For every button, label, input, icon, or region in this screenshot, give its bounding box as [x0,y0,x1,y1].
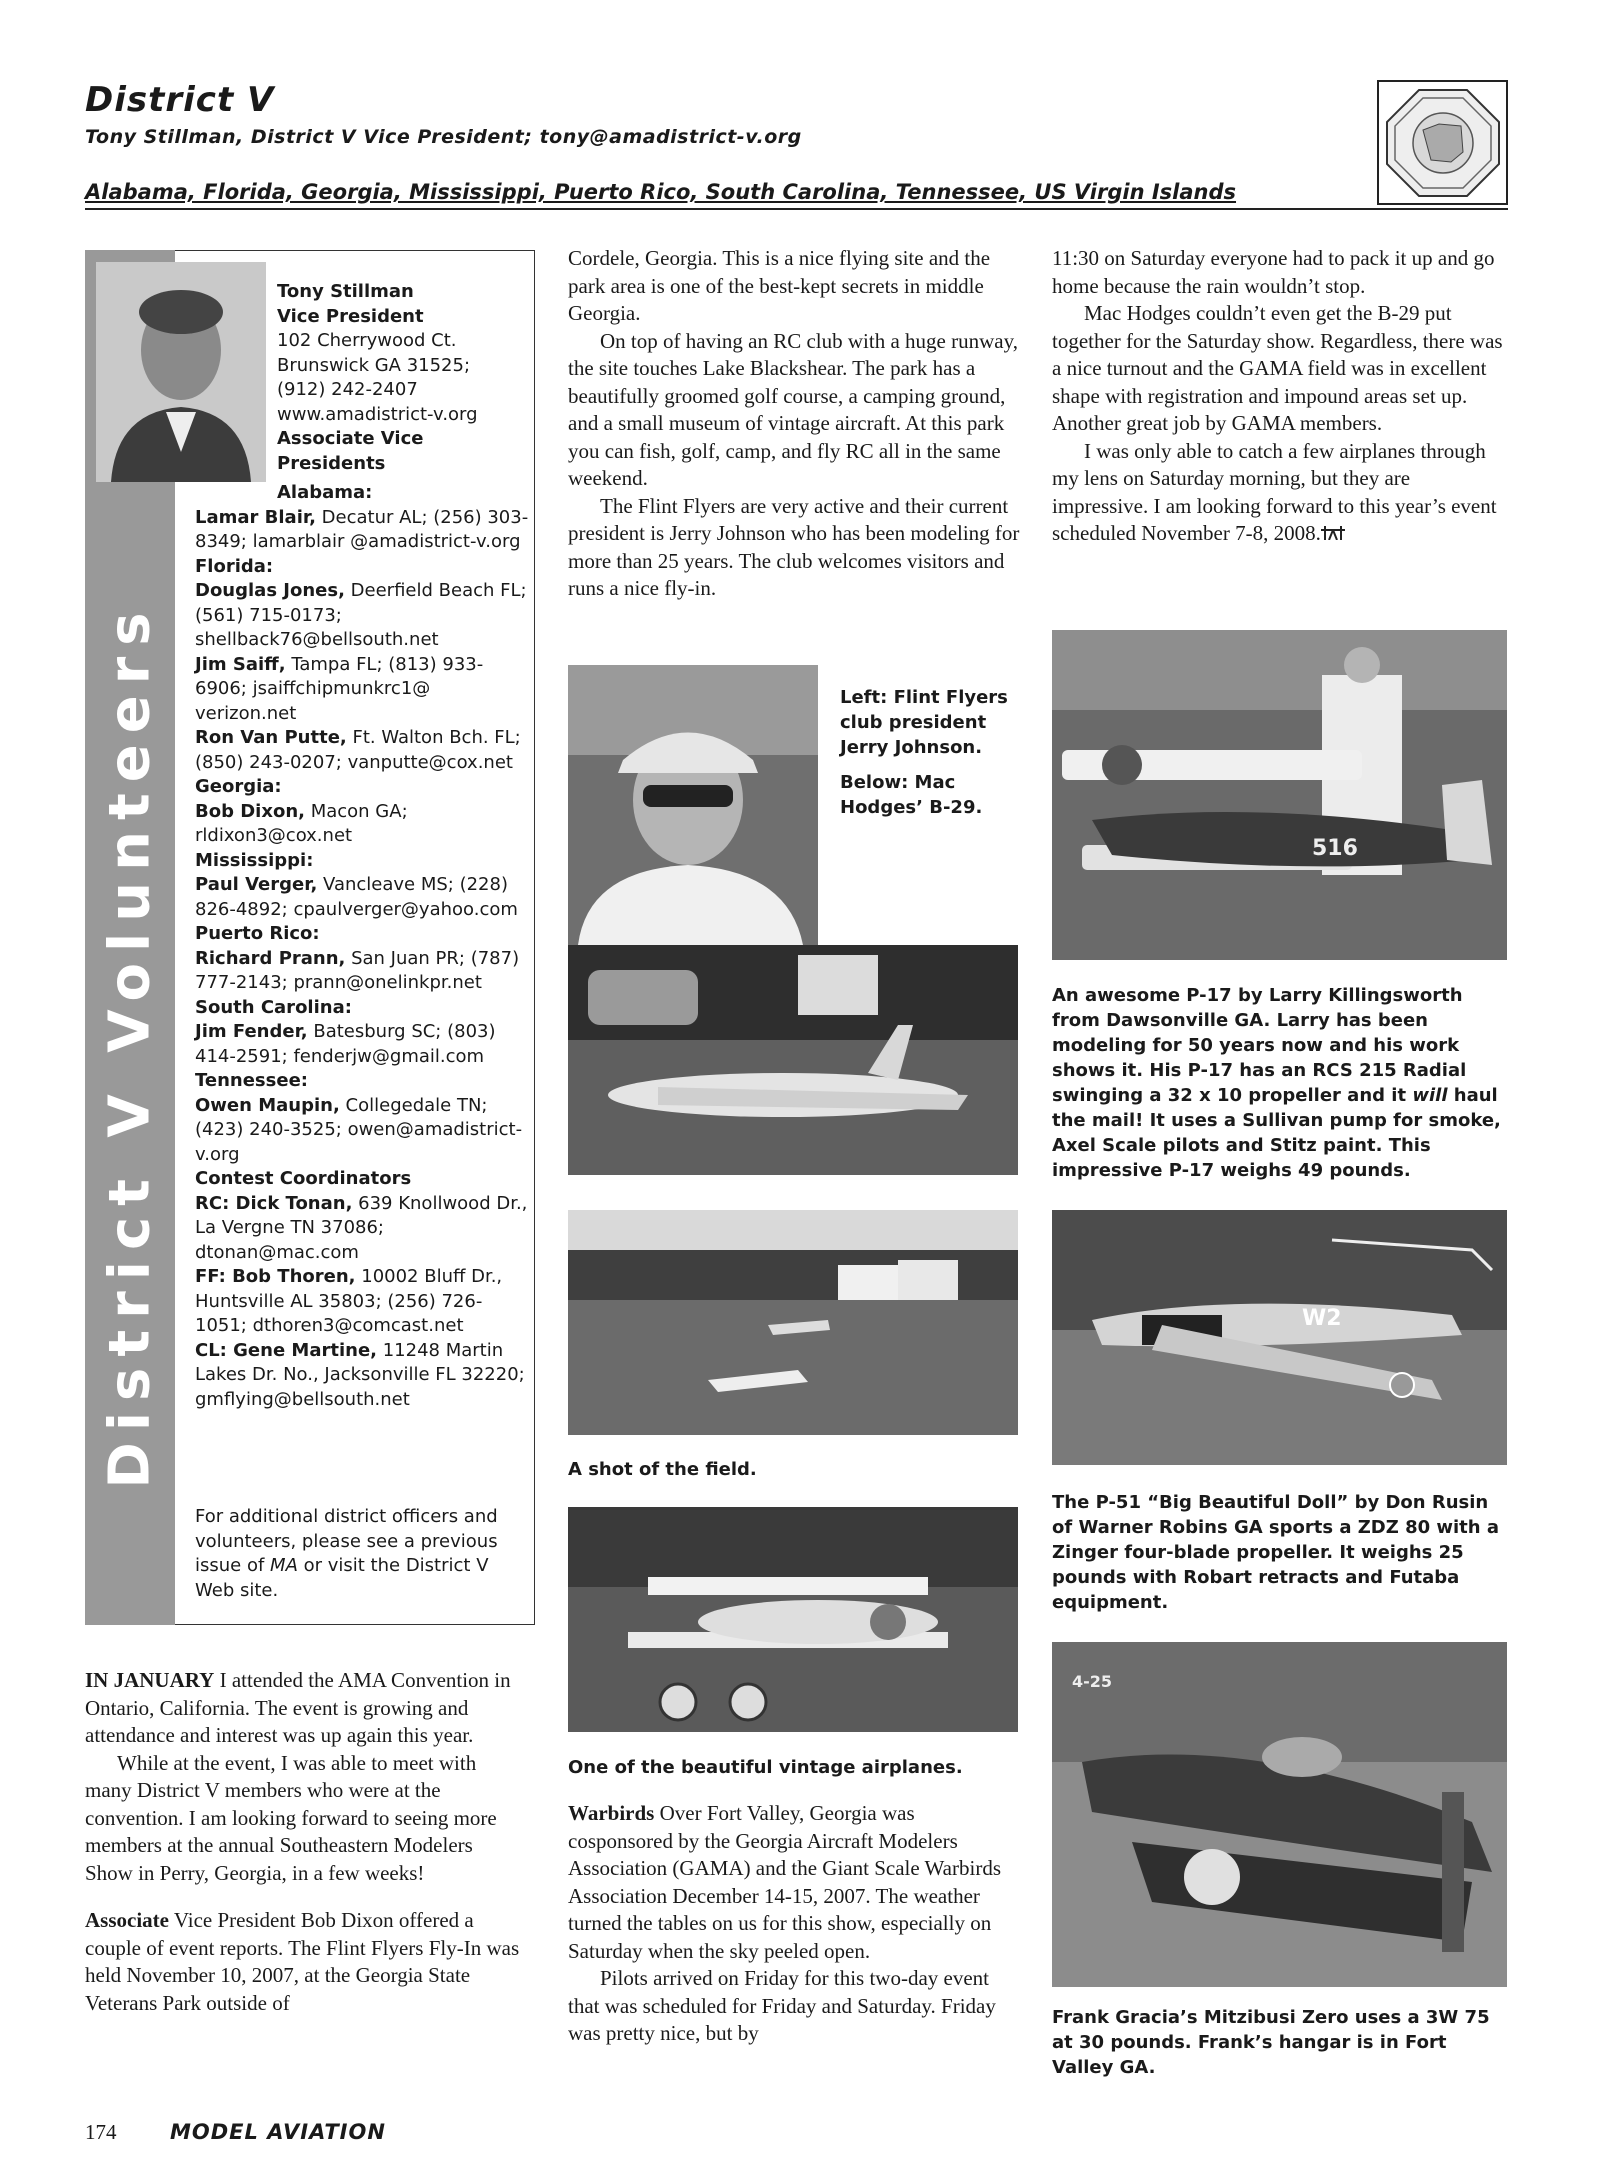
contest-entry: FF: Bob Thoren, 10002 Bluff Dr., Huntsville AL 35803; (256) 726-1051; dthoren3@comcast.net [195,1266,503,1336]
vp-portrait-photo [96,262,266,482]
vp-website[interactable]: www.amadistrict-v.org [277,403,478,425]
volunteer-entry: Douglas Jones, Deerfield Beach FL; (561) 715-0173; shellback76@bellsouth.net [195,580,527,650]
vp-name: Tony Stillman [277,281,414,302]
volunteer-entry: Bob Dixon, Macon GA; rldixon3@cox.net [195,800,408,846]
p51-code: W2 [1302,1306,1342,1331]
paragraph: Cordele, Georgia. This is a nice flying site and the park area is one of the best-kept secrets in middle Georgia. [568,246,991,325]
state-heading: Alabama: [277,482,373,503]
contest-entry: CL: Gene Martine, 11248 Martin Lakes Dr. No., Jacksonville FL 32220; gmflying@bellsouth.net [195,1339,525,1410]
zero-fighter-icon [1052,1642,1507,1987]
photo-zero [1052,1642,1507,1987]
biplane-icon [568,1507,1018,1732]
magazine-name: MODEL AVIATION [170,2120,386,2144]
section-subtitle: Tony Stillman, District V Vice President; tony@amadistrict-v.org [85,126,802,148]
district-v-seal-icon [1379,82,1506,203]
volunteer-entry: Jim Fender, Batesburg SC; (803) 414-2591; fenderjw@gmail.com [195,1021,496,1067]
header-rule [85,208,1508,210]
paragraph: I was only able to catch a few airplanes through my lens on Saturday morning, but they are impressive. I am looking forward to this year’s event scheduled November 7-8, 2008. [1052,438,1497,545]
paragraph: Associate Vice President Bob Dixon offered a couple of event reports. The Flint Flyers Fly-In was held November 10, 2007, at the Georgia State Veterans Park outside of [85,1908,520,2015]
volunteer-entry: Owen Maupin, Collegedale TN; (423) 240-3525; owen@amadistrict-v.org [195,1094,523,1165]
state-heading: South Carolina: [195,996,352,1018]
caption-p17: An awesome P-17 by Larry Killingsworth from Dawsonville GA. Larry has been modeling for 50 years now and his work shows it. His P-17 has an RCS 215 Radial swinging a 32 x 10 propeller and it will haul the mail! It uses a Sullivan pump for smoke, Axel Scale pilots and Stitz paint. This impressive P-17 weighs 49 pounds. [1052,985,1501,1181]
volunteer-entry: Lamar Blair, Decatur AL; (256) 303-8349; lamarblair @amadistrict-v.org [195,506,529,552]
portrait-icon [96,262,266,482]
photo-b29 [568,945,1018,1175]
volunteer-entry: Richard Prann, San Juan PR; (787) 777-2143; prann@onelinkpr.net [195,947,520,993]
article-col2-bottom [568,1800,1023,2048]
volunteer-entry: Paul Verger, Vancleave MS; (228) 826-4892; cpaulverger@yahoo.com [195,874,518,920]
contest-entry: RC: Dick Tonan, 639 Knollwood Dr., La Vergne TN 37086; dtonan@mac.com [195,1192,528,1263]
caption-vintage: One of the beautiful vintage airplanes. [568,1757,963,1778]
volunteer-entry: Jim Saiff, Tampa FL; (813) 933-6906; jsaiffchipmunkrc1@ verizon.net [195,653,484,724]
section-title: District V [85,80,275,120]
zero-tail-code: 4-25 [1072,1672,1113,1691]
sidebar-footer-note: For additional district officers and volunteers, please see a previous issue of MA or visit the District V Web site. [195,1506,498,1601]
paragraph: While at the event, I was able to meet with many District V members who were at the convention. I am looking forward to seeing more members at the annual Southeastern Modelers Show in Perry, Georgia, in a few weeks! [85,1750,497,1885]
paragraph: On top of having an RC club with a huge runway, the site touches Lake Blackshear. The park has a beautifully groomed golf course, a camping ground, and a small museum of vintage aircraft. At this park you can fish, golf, camp, and fly RC all in the same weekend. [568,328,1018,490]
page-number: 174 [85,2120,117,2144]
caption-left-photos: Left: Flint Flyers club president Jerry Johnson. Below: Mac Hodges’ B-29. [840,687,1008,818]
paragraph: Warbirds Over Fort Valley, Georgia was cosponsored by the Georgia Aircraft Modelers Association (GAMA) and the Giant Scale Warbirds Association December 14-15, 2007. The weather turned the tables on us for this show, especially on Saturday when the sky peeled open. [568,1801,1001,1963]
caption-p51: The P-51 “Big Beautiful Doll” by Don Rusin of Warner Robins GA sports a ZDZ 80 with a Zinger four-blade propeller. It weighs 25 pounds with Robart retracts and Futaba equipment. [1052,1492,1500,1613]
photo-field [568,1210,1018,1435]
volunteer-entry: Ron Van Putte, Ft. Walton Bch. FL; (850) 243-0207; vanputte@cox.net [195,727,521,773]
p51-mustang-icon [1052,1210,1507,1465]
article-col2-top [568,245,1023,603]
state-heading: Florida: [195,555,274,577]
paragraph: IN JANUARY I attended the AMA Convention in Ontario, California. The event is growing and attendance and interest was up again this year. [85,1668,511,1747]
person-photo-icon [568,665,818,945]
state-heading: Puerto Rico: [195,923,320,944]
vp-role: Vice President [277,305,424,327]
photo-p17 [1052,630,1507,960]
photo-jerry-johnson [568,665,818,945]
volunteer-list [195,482,530,1412]
sidebar-label-text: District V Volunteers [97,601,163,1489]
b29-aircraft-icon [568,945,1018,1175]
photo-vintage-airplane [568,1507,1018,1732]
p17-biplane-icon [1052,630,1507,960]
photo-p51 [1052,1210,1507,1465]
vp-phone: (912) 242-2407 [277,379,418,400]
assoc-vp-heading: Associate Vice Presidents [277,428,424,474]
field-scene-icon [568,1210,1018,1435]
district-logo [1377,80,1508,205]
caption-zero: Frank Gracia’s Mitzibusi Zero uses a 3W 75 at 30 pounds. Frank’s hangar is in Fort Valley GA. [1052,2007,1490,2078]
paragraph: Pilots arrived on Friday for this two-day event that was scheduled for Friday and Saturday. Friday was pretty nice, but by [568,1966,996,2045]
ama-end-mark-icon [1321,526,1345,540]
state-heading: Mississippi: [195,849,314,871]
paragraph: Mac Hodges couldn’t even get the B-29 put together for the Saturday show. Regardless, there was a nice turnout and the GAMA field was in excellent shape with registration and impound areas set up. Another great job by GAMA members. [1052,301,1503,435]
state-heading: Tennessee: [195,1070,308,1091]
paragraph: 11:30 on Saturday everyone had to pack it up and go home because the rain wouldn’t stop. [1052,246,1495,298]
article-col3-top [1052,245,1507,548]
vp-city: Brunswick GA 31525; [277,354,471,376]
state-heading: Georgia: [195,776,282,797]
paragraph: The Flint Flyers are very active and their current president is Jerry Johnson who has been modeling for more than 25 years. The club welcomes visitors and runs a nice fly-in. [568,493,1020,600]
contest-heading: Contest Coordinators [195,1168,412,1189]
district-states: Alabama, Florida, Georgia, Mississippi, Puerto Rico, South Carolina, Tennessee, US Virgin Islands [85,180,1237,204]
vp-contact [277,280,527,476]
p17-tail-number: 516 [1312,836,1358,861]
caption-field: A shot of the field. [568,1459,757,1480]
article-col1 [85,1667,525,2017]
vp-address: 102 Cherrywood Ct. [277,330,457,351]
